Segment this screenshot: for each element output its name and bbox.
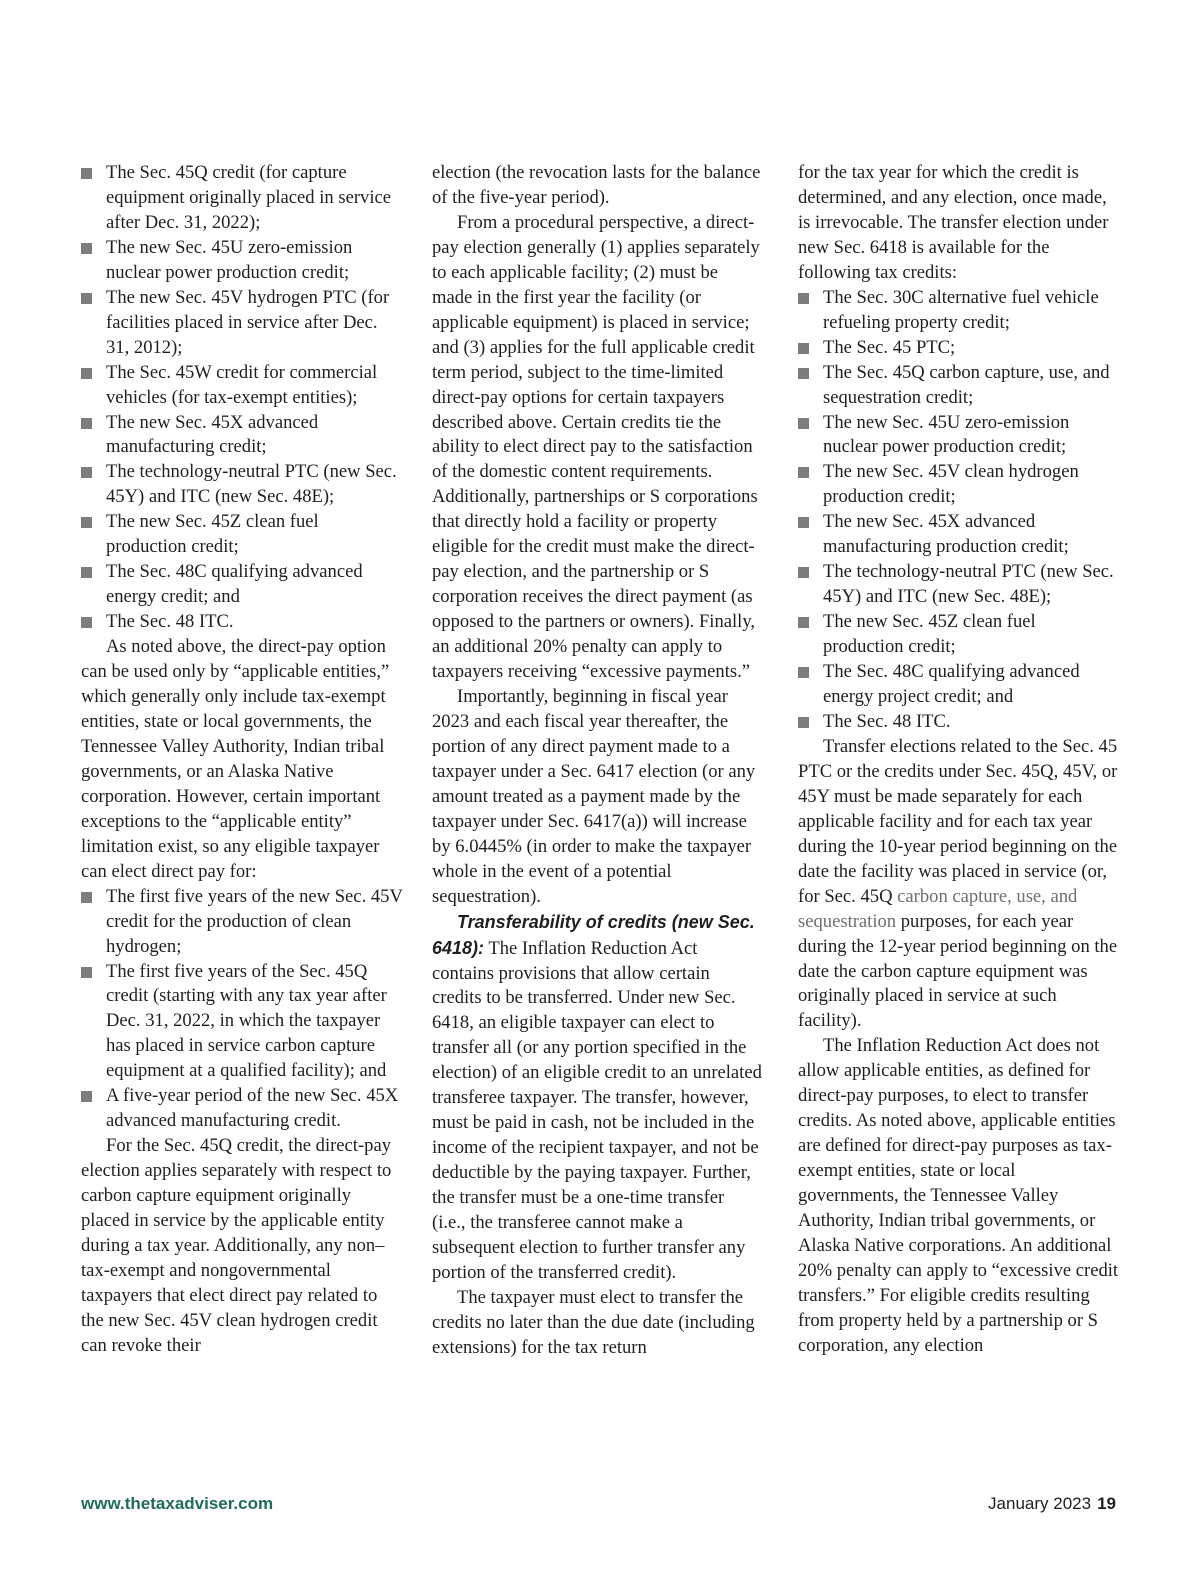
footer-website-link[interactable]: www.thetaxadviser.com [81,1494,274,1513]
paragraph [432,910,762,1286]
list-item [81,411,403,461]
paragraph: The Inflation Reduction Act does not allow applicable entities, as defined for direct-pay purposes, to elect to transfer credits. As noted above, applicable entities are defined for direct-pay purposes as tax-exempt entities, state or local governments, the Tennessee Valley Authority, Indian tribal governments, or Alaska Native corporations. An additional 20% penalty can apply to “excessive credit transfers.” For eligible credits resulting from property held by a partnership or S corporation, any election [798,1035,1119,1356]
list-item-text: The new Sec. 45U zero-emission nuclear power production credit; [823,411,1070,458]
paragraph: election (the revocation lasts for the balance of the five-year period). [432,162,761,208]
list-item [798,460,1120,510]
square-bullet-icon [81,243,92,254]
list-item [798,560,1120,610]
list-item-text: The Sec. 48C qualifying advanced energy project credit; and [823,661,1080,708]
list-item-text: The Sec. 45 PTC; [823,336,956,358]
square-bullet-icon [81,418,92,429]
exception-credit-list [81,885,403,1135]
list-item-text: The Sec. 48 ITC. [106,611,234,633]
square-bullet-icon [798,467,809,478]
column-1 [81,161,403,1359]
paragraph: for the tax year for which the credit is determined, and any election, once made, is irrevocable. The transfer election under new Sec. 6418 is available for the following tax credits: [798,162,1109,283]
list-item-text: The technology-neutral PTC (new Sec. 45Y) and ITC (new Sec. 48E); [106,461,397,508]
list-item-text: The first five years of the Sec. 45Q credit (starting with any tax year after Dec. 31, 2022, in which the taxpayer has placed in service carbon capture equipment at a qualified facility); and [106,960,387,1082]
square-bullet-icon [798,343,809,354]
list-item-text: The new Sec. 45X advanced manufacturing credit; [106,411,319,458]
square-bullet-icon [798,368,809,379]
list-item-text: The technology-neutral PTC (new Sec. 45Y) and ITC (new Sec. 48E); [823,561,1114,608]
list-item [81,510,403,560]
column-3 [798,161,1120,1359]
list-item [81,960,403,1085]
square-bullet-icon [798,293,809,304]
list-item [81,161,403,236]
highlighted-text: carbon capture, use, and sequestration [798,885,1078,932]
square-bullet-icon [81,892,92,903]
square-bullet-icon [81,967,92,978]
transfer-credit-list [798,286,1120,735]
direct-pay-credit-list [81,161,403,635]
list-item-text: The first five years of the new Sec. 45V credit for the production of clean hydrogen; [106,885,403,957]
paragraph-text: purposes, for each year during the 12-year period beginning on the date the carbon capture equipment was originally placed in service at such facility). [798,910,1118,1032]
list-item-text: The Sec. 45Q credit (for capture equipment originally placed in service after Dec. 31, 2022); [106,162,392,233]
square-bullet-icon [81,368,92,379]
paragraph: The taxpayer must elect to transfer the credits no later than the due date (including extensions) for the tax return [432,1286,755,1358]
list-item [81,610,403,635]
square-bullet-icon [798,617,809,628]
paragraph: Importantly, beginning in fiscal year 2023 and each fiscal year thereafter, the portion of any direct payment made to a taxpayer under a Sec. 6417 election (or any amount treated as a payment made by the taxpayer under Sec. 6417(a)) will increase by 6.0445% (in order to make the taxpayer whole in the event of a potential sequestration). [432,686,756,907]
list-item-text: The Sec. 45W credit for commercial vehicles (for tax-exempt entities); [106,361,378,408]
paragraph: From a procedural perspective, a direct-pay election generally (1) applies separately to each applicable facility; (2) must be made in the first year the facility (or applicable equipment) is placed in service; and (3) applies for the full applicable credit term period, subject to the time-limited direct-pay options for certain taxpayers described above. Certain credits tie the ability to elect direct pay to the satisfaction of the domestic content requirements. Additionally, partnerships or S corporations that directly hold a facility or property eligible for the credit must make the direct-pay election, and the partnership or S corporation receives the direct payment (as opposed to the partners or owners). Finally, an additional 20% penalty can apply to taxpayers receiving “excessive payments.” [432,211,760,683]
list-item [81,1084,403,1134]
list-item [81,560,403,610]
section-heading: Transferability of credits (new Sec. 6418): [432,911,755,958]
square-bullet-icon [81,168,92,179]
list-item-text: The new Sec. 45V hydrogen PTC (for facilities placed in service after Dec. 31, 2012); [106,286,390,358]
issue-date: January 2023 [988,1494,1092,1513]
page-number: 19 [1097,1494,1116,1513]
square-bullet-icon [81,617,92,628]
square-bullet-icon [81,293,92,304]
list-item [81,236,403,286]
list-item-text: The new Sec. 45V clean hydrogen production credit; [823,461,1079,508]
list-item-text: The new Sec. 45Z clean fuel production credit; [106,511,319,558]
paragraph: As noted above, the direct-pay option can be used only by “applicable entities,” which generally only include tax-exempt entities, state or local governments, the Tennessee Valley Authority, Indian tribal governments, or an Alaska Native corporation. However, certain important exceptions to the “applicable entity” limitation exist, so any eligible taxpayer can elect direct pay for: [81,636,390,882]
list-item [798,336,1120,361]
list-item [798,411,1120,461]
square-bullet-icon [798,567,809,578]
list-item-text: The Sec. 45Q carbon capture, use, and sequestration credit; [823,361,1110,408]
list-item [81,286,403,361]
square-bullet-icon [81,567,92,578]
square-bullet-icon [798,418,809,429]
paragraph: For the Sec. 45Q credit, the direct-pay election applies separately with respect to carbon capture equipment originally placed in service by the applicable entity during a tax year. Additionally, any non–tax-exempt and nongovernmental taxpayers that elect direct pay related to the new Sec. 45V clean hydrogen credit can revoke their [81,1135,392,1356]
list-item [798,660,1120,710]
paragraph-text: Transfer elections related to the Sec. 45 PTC or the credits under Sec. 45Q, 45V, or 45Y must be made separately for each applicable facility and for each tax year during the 10-year period beginning on the date the facility was placed in service (or, for Sec. 45Q [798,735,1118,907]
list-item-text: The Sec. 48 ITC. [823,710,951,732]
list-item-text: The new Sec. 45X advanced manufacturing production credit; [823,511,1069,558]
list-item [81,361,403,411]
list-item-text: The Sec. 48C qualifying advanced energy credit; and [106,561,363,608]
column-2 [432,161,762,1361]
paragraph [798,735,1120,1034]
square-bullet-icon [798,717,809,728]
footer-issue-info [988,1493,1116,1515]
list-item [798,510,1120,560]
paragraph-text: The Inflation Reduction Act contains provisions that allow certain credits to be transferred. Under new Sec. 6418, an eligible taxpayer can elect to transfer all (or any portion specified in the election) of an eligible credit to an unrelated transferee taxpayer. The transfer, however, must be paid in cash, not be included in the income of the recipient taxpayer, and not be deductible by the paying taxpayer. Further, the transfer must be a one-time transfer (i.e., the transferee cannot make a subsequent election to further transfer any portion of the transferred credit). [432,937,762,1283]
square-bullet-icon [798,517,809,528]
list-item-text: The new Sec. 45U zero-emission nuclear power production credit; [106,236,353,283]
list-item-text: The Sec. 30C alternative fuel vehicle refueling property credit; [823,286,1099,333]
list-item [798,610,1120,660]
list-item [81,460,403,510]
square-bullet-icon [81,517,92,528]
list-item-text: A five-year period of the new Sec. 45X advanced manufacturing credit. [106,1085,399,1132]
square-bullet-icon [798,667,809,678]
list-item [798,361,1120,411]
square-bullet-icon [81,1091,92,1102]
square-bullet-icon [81,467,92,478]
list-item [798,710,1120,735]
list-item [81,885,403,960]
list-item [798,286,1120,336]
list-item-text: The new Sec. 45Z clean fuel production credit; [823,611,1036,658]
